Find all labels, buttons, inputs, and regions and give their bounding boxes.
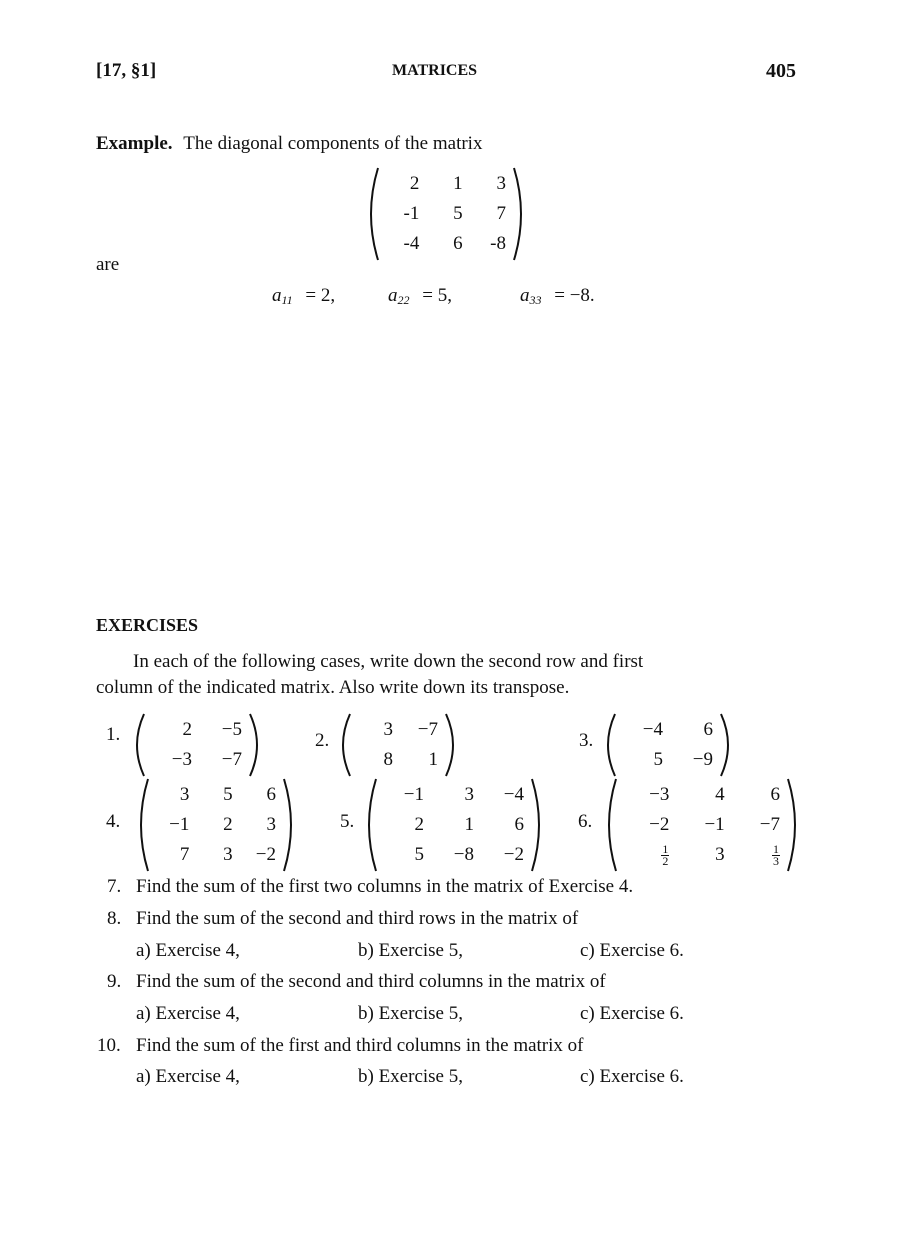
matrix-cell: 6 — [453, 233, 463, 254]
exercise-10-part-a: a) Exercise 4, — [136, 1066, 240, 1087]
matrix-cell: 2 — [409, 173, 420, 194]
exercise-number-1: 1. — [106, 724, 121, 745]
exercise-7-text: Find the sum of the first two columns in the matrix of Exercise 4. — [136, 876, 634, 897]
left-parenthesis — [371, 168, 378, 260]
exercises-heading: EXERCISES — [96, 615, 199, 635]
right-parenthesis — [721, 714, 728, 776]
matrix-cell: −5 — [221, 719, 242, 740]
matrix-cell: −2 — [649, 814, 670, 835]
right-parenthesis — [514, 168, 521, 260]
exercise-number-4: 4. — [106, 811, 121, 832]
matrix-cell: 3 — [464, 784, 474, 805]
right-parenthesis — [446, 714, 453, 776]
matrix-cell: 1 — [428, 749, 438, 770]
exercises-intro-line2: column of the indicated matrix. Also write down its transpose. — [96, 677, 570, 698]
matrix-cell: 3 — [223, 844, 233, 865]
exercise-number-6: 6. — [578, 811, 593, 832]
matrix-cell: −2 — [503, 844, 524, 865]
matrix-cell: 1 — [453, 173, 463, 194]
matrix-cell: $\frac{1}{2}$ — [662, 842, 669, 869]
matrix-cell: 3 — [383, 719, 393, 740]
exercise-10-part-c: c) Exercise 6. — [580, 1066, 684, 1087]
exercise-9-number: 9. — [107, 971, 122, 992]
matrix-cell: -4 — [403, 233, 420, 254]
matrix-cell: 7 — [496, 203, 506, 224]
right-parenthesis — [284, 779, 291, 871]
exercise-8-part-a: a) Exercise 4, — [136, 940, 240, 961]
exercises-intro-line1: In each of the following cases, write down the second row and first — [133, 651, 644, 672]
matrix-cell: −1 — [704, 814, 725, 835]
exercise-10-part-b: b) Exercise 5, — [358, 1066, 463, 1087]
exercise-9-text: Find the sum of the second and third columns in the matrix of — [136, 971, 606, 992]
matrix-cell: 6 — [770, 784, 780, 805]
left-parenthesis — [343, 714, 350, 776]
matrix-cell: 5 — [453, 203, 463, 224]
matrix-cell: 4 — [715, 784, 725, 805]
matrix-cell: 6 — [266, 784, 276, 805]
matrix-cell: 3 — [496, 173, 506, 194]
matrix-cell: $\frac{1}{3}$ — [772, 842, 779, 869]
right-parenthesis — [250, 714, 257, 776]
exercise-8-text: Find the sum of the second and third rows in the matrix of — [136, 908, 579, 929]
running-header-title: MATRICES — [392, 62, 478, 79]
exercise-matrix-4 — [136, 777, 296, 873]
matrix-cell: −7 — [417, 719, 438, 740]
left-parenthesis — [369, 779, 376, 871]
exercise-9-part-c: c) Exercise 6. — [580, 1003, 684, 1024]
matrix-cell: -1 — [403, 203, 420, 224]
running-header-section: [17, §1] — [96, 60, 157, 81]
matrix-cell: 2 — [223, 814, 233, 835]
exercise-8-part-c: c) Exercise 6. — [580, 940, 684, 961]
matrix-cell: 2 — [182, 719, 192, 740]
exercise-8-number: 8. — [107, 908, 122, 929]
matrix-cell: −2 — [255, 844, 276, 865]
example-paragraph — [96, 133, 482, 155]
diagonal-a11: $a_{11} = 2$, — [272, 285, 336, 307]
left-parenthesis — [608, 714, 615, 776]
matrix-cell: −7 — [221, 749, 242, 770]
matrix-cell: −3 — [171, 749, 192, 770]
matrix-cell: −1 — [403, 784, 424, 805]
matrix-cell: 7 — [179, 844, 190, 865]
exercise-10-text: Find the sum of the first and third columns in the matrix of — [136, 1035, 584, 1056]
exercise-matrix-6 — [604, 777, 800, 873]
exercise-number-3: 3. — [579, 730, 594, 751]
matrix-cell: −4 — [642, 719, 663, 740]
example-text: The diagonal components of the matrix — [183, 133, 483, 154]
exercise-number-5: 5. — [340, 811, 355, 832]
exercise-7-number: 7. — [107, 876, 122, 897]
matrix-cell: 5 — [414, 844, 424, 865]
exercise-matrix-3 — [603, 712, 733, 778]
exercise-8-part-b: b) Exercise 5, — [358, 940, 463, 961]
matrix-cell: 3 — [715, 844, 725, 865]
left-parenthesis — [141, 779, 148, 871]
matrix-cell: −4 — [503, 784, 524, 805]
matrix-cell: 5 — [653, 749, 663, 770]
exercise-matrix-2 — [338, 712, 458, 778]
exercise-matrix-1 — [132, 712, 262, 778]
matrix-cell: −3 — [649, 784, 670, 805]
exercise-9-part-a: a) Exercise 4, — [136, 1003, 240, 1024]
matrix-cell: −1 — [169, 814, 190, 835]
matrix-cell: 6 — [514, 814, 524, 835]
matrix-cell: 1 — [464, 814, 474, 835]
left-parenthesis — [609, 779, 616, 871]
diagonal-a22: $a_{22} = 5$, — [388, 285, 452, 307]
page-number: 405 — [766, 60, 796, 82]
matrix-cell: 3 — [266, 814, 276, 835]
matrix-cell: −9 — [692, 749, 713, 770]
matrix-cell: 2 — [414, 814, 424, 835]
matrix-cell: −8 — [453, 844, 474, 865]
exercise-number-2: 2. — [315, 730, 330, 751]
diagonal-a33: $a_{33} = -8$. — [520, 285, 595, 307]
right-parenthesis — [532, 779, 539, 871]
matrix-cell: 6 — [703, 719, 713, 740]
exercise-9-part-b: b) Exercise 5, — [358, 1003, 463, 1024]
example-matrix — [366, 166, 526, 262]
example-label: Example. — [96, 133, 173, 154]
matrix-cell: -8 — [490, 233, 506, 254]
exercise-matrix-5 — [364, 777, 544, 873]
left-parenthesis — [137, 714, 144, 776]
matrix-cell: 3 — [179, 784, 190, 805]
matrix-cell: 8 — [383, 749, 393, 770]
are-text: are — [96, 254, 120, 275]
exercise-10-number: 10. — [97, 1035, 121, 1056]
matrix-cell: −7 — [759, 814, 780, 835]
matrix-cell: 5 — [223, 784, 233, 805]
right-parenthesis — [788, 779, 795, 871]
